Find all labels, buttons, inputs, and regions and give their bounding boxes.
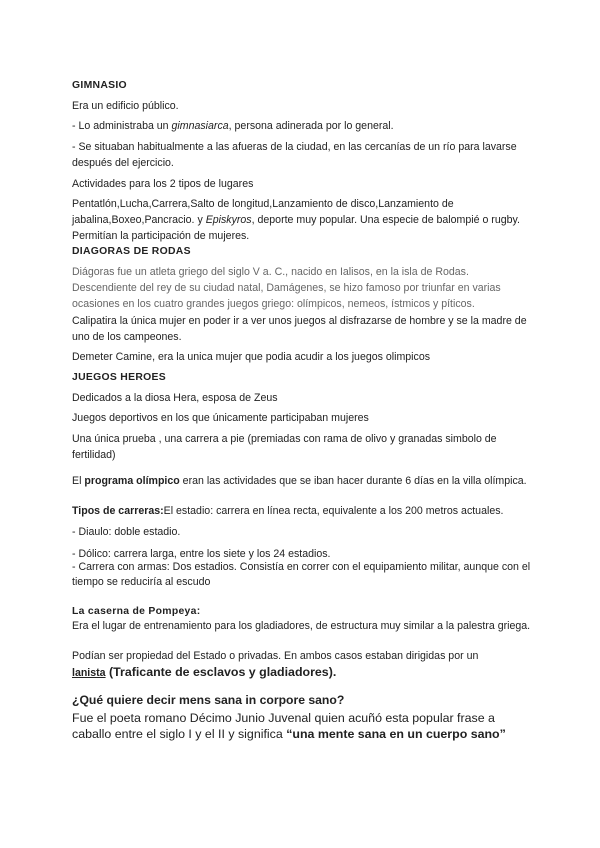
heading-gimnasio: GIMNASIO [72,80,127,91]
text-run: Fue el poeta romano Décimo Junio Juvenal quien acuñó esta popular frase a caballo entre el siglo I y el II y significa [72,711,495,741]
bold-term: Tipos de carreras: [72,505,164,517]
paragraph: Juegos deportivos en los que únicamente participaban mujeres [72,412,369,424]
text-run: , deporte muy popular. Una especie de balompié o rugby. Permitían la participación de mujeres. [72,214,520,242]
paragraph: Demeter Camine, era la unica mujer que podia acudir a los juegos olimpicos [72,351,431,363]
paragraph: Era un edificio público. [72,100,179,112]
paragraph [72,710,534,742]
paragraph: Era el lugar de entrenamiento para los gladiadores, de estructura muy similar a la palestra griega. [72,620,531,632]
text-run: eran las actividades que se iban hacer durante 6 días en la villa olímpica. [179,475,527,487]
paragraph: Podían ser propiedad del Estado o privadas. En ambos casos estaban dirigidas por un [72,650,479,662]
question-heading: ¿Qué quiere decir mens sana in corpore sano? [72,693,345,707]
paragraph: - Carrera con armas: Dos estadios. Consistía en correr con el equipamiento militar, aunque con el tiempo se reduciría al escudo [72,561,531,588]
text-run: El [72,475,85,487]
paragraph [72,664,534,681]
paragraph [72,503,534,519]
paragraph: Calipatira la única mujer en poder ir a ver unos juegos al disfrazarse de hombre y se la madre de uno de los campeones. [72,315,527,343]
paragraph [72,118,534,134]
emphasis: gimnasiarca [171,120,229,132]
paragraph: Una única prueba , una carrera a pie (premiadas con rama de olivo y granadas simbolo de fertilidad) [72,433,497,461]
bold-quote: “una mente sana en un cuerpo sano” [286,727,506,741]
heading-juegos-heroes: JUEGOS HEROES [72,372,166,383]
emphasis: Episkyros [205,214,252,226]
heading-diagoras: DIAGORAS DE RODAS [72,246,191,257]
paragraph: Diágoras fue un atleta griego del siglo V a. C., nacido en Ialisos, en la isla de Rodas. Descendiente del rey de su ciudad natal, Damágenes, se hizo famoso por triunfar en varias ocasiones en los cuatro grandes juegos griego: olímpicos, nemeos, ístmicos y píticos. [72,266,501,310]
text-run: El estadio: carrera en línea recta, equivalente a los 200 metros actuales. [163,505,504,517]
paragraph: - Se situaban habitualmente a las afueras de la ciudad, en las cercanías de un río para lavarse después del ejercicio. [72,141,517,169]
bold-underlined-term: lanista [72,667,106,679]
heading-caserna: La caserna de Pompeya: [72,606,201,617]
bold-term: (Traficante de esclavos y gladiadores). [105,665,337,679]
paragraph: - Diaulo: doble estadio. [72,526,181,538]
paragraph: Dedicados a la diosa Hera, esposa de Zeus [72,392,278,404]
paragraph: - Dólico: carrera larga, entre los siete y los 24 estadios. [72,548,331,560]
paragraph [72,196,534,244]
bold-term: programa olímpico [84,475,180,487]
text-run: Pentatlón,Lucha,Carrera,Salto de longitud,Lanzamiento de disco,Lanzamiento de jabalina,Boxeo,Pancracio. y [72,198,454,226]
paragraph: Actividades para los 2 tipos de lugares [72,178,254,190]
text-run: , persona adinerada por lo general. [228,120,394,132]
paragraph [72,474,534,489]
text-run: - Lo administraba un [72,120,172,132]
